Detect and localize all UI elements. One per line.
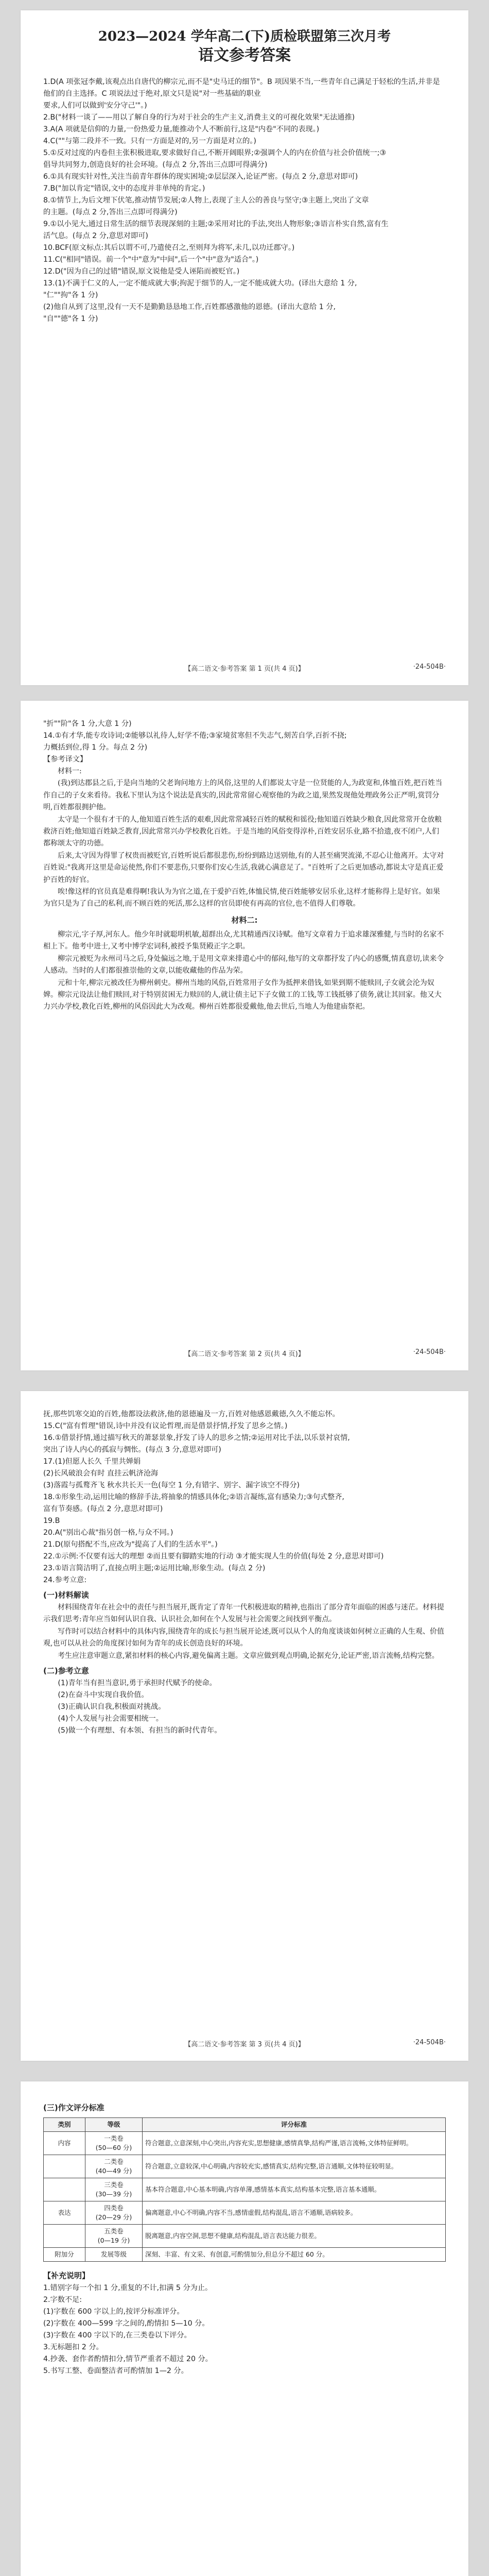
table-cell: 二类卷 (40—49 分) [85,2155,143,2178]
section-heading: (三)作文评分标准 [43,2103,104,2112]
table-cell: 偏离题意,中心不明确,内容不当,感情虚假,结构混乱,语言不通顺,语病较多。 [143,2201,446,2225]
table-cell: 五类卷 (0—19 分) [85,2225,143,2248]
text-line: 12.D("因为自己的过错"错误,原文说他是受人诬陷而被贬官。) [43,267,240,276]
text-line: 5.书写工整、卷面整洁者可酌情加 1—2 分。 [43,2367,188,2375]
translation-text-2 [43,929,446,1013]
paragraph: 元和十年,柳宗元被改任为柳州刺史。柳州当地的风俗,百姓常用子女作为抵押来借钱,如果到期不能赎回,子女就会沦为奴婢。柳宗元设法让他们赎回,对于特别贫困无力赎回的人,就让债主记下子女做工的工钱,等工钱抵够了债务,就让其回家。他又大力兴办学校,教化百姓,柳州的风俗因此大为改观。柳州百姓都很爱戴他,他去世后,当地人为他建庙祭祀。 [43,978,442,1011]
text-line: 5.①反对过度的内卷但主张积极进取,要求做好自己,不断开阔眼界;②强调个人的内在价值与社会价值统一;③ [43,149,387,157]
page-footer [43,1348,446,1358]
text-line: 24.参考立意: [43,1576,87,1584]
paragraph: 材料围绕青年在社会中的责任与担当展开,既肯定了青年一代积极进取的精神,也指出了部分青年面临的困惑与迷茫。材料提示我们思考:青年应当如何认识自我、认识社会,如何在个人发展与社会需要之间找到平衡点。 [43,1603,444,1624]
page-3 [21,1391,468,2061]
text-line: "折""阶"各 1 分,大意 1 分) [43,720,132,728]
paragraph: 后来,太守因为得罪了权贵而被贬官,百姓听说后都很悲伤,纷纷到路边送别他,有的人甚至痛哭流涕,不忍心让他离开。太守对百姓说:"我离开这里是命运使然,你们不要悲伤,只要你们安心生活,我就心满意足了。"百姓听了之后更加感动,都说太守是真正爱护百姓的好官。 [43,851,444,884]
table-header-cell: 类别 [44,2118,85,2132]
material-2-title: 材料二: [231,915,258,925]
text-line: (2)他自从到了这里,没有一天不是勤勤恳恳地工作,百姓都感激他的恩德。(译出大意给 1 分, [43,303,336,311]
page-footer [43,2039,446,2048]
answer-lines [43,1409,446,1586]
text-line: 2.B("材料一谈了——用以了解自身的行为对于社会的生产主义,消费主义的可视化效果"无法通推) [43,113,355,122]
text-line: 2.字数不足: [43,2296,82,2304]
text-line: 3.A(A 项就是信仰的力量,一份热爱力量,能推动个人不断前行,这是"内卷"不同的表现。) [43,125,320,133]
table-cell [44,2225,85,2248]
text-line: 要求,人们可以做到'安分守己'"。) [43,101,147,110]
table-cell [44,2178,85,2201]
table-header-cell: 等级 [85,2118,143,2132]
footer-code: ·24-504B· [413,663,446,671]
answer-lines [43,76,446,325]
text-line: 抚,那些饥寒交迫的百姓,他都设法救济,他的恩德遍及一方,百姓对他感恩戴德,久久不能忘怀。 [43,1410,340,1418]
text-line: (3)正确认识自我,积极面对挑战。 [58,1703,166,1711]
paragraph: (我)到达郡县之后,于是向当地的父老询问地方上的风俗,这里的人们都说太守是一位贤能的人,为政宽和,体恤百姓,把百姓当作自己的子女来看待。我私下里认为这个说法是真实的,因此常常留心观察他的为政之道,果然发现他处理政务公正严明,赏罚分明,百姓都很拥护他。 [43,779,443,812]
table-header-cell: 评分标准 [143,2118,446,2132]
text-line: 6.①具有现实针对性,关注当前青年群体的现实困境;②层层深入,论证严密。(每点 2 分,意思对即可) [43,173,358,181]
footer-code: ·24-504B· [413,2039,446,2046]
paragraph: 唉!像这样的官员真是难得啊!我认为为官之道,在于爱护百姓,体恤民情,使百姓能够安居乐业,这样才能称得上是好官。如果为官只是为了自己的私利,而不顾百姓的死活,那么这样的官员即使有再高的官位,也不值得人们尊敬。 [43,888,441,908]
table-cell: 附加分 [44,2248,85,2262]
text-line: 13.(1)不满于仁义的人,一定不能成就大事;拘泥于细节的人,一定不能成就大功。(译出大意给 1 分, [43,279,357,287]
text-line: "自""德"各 1 分) [43,315,98,323]
text-line: 11.C("相同"错误。前一个"中"意为"中间",后一个"中"意为"适合"。) [43,256,259,264]
text-line: 14.①有才华,能专攻诗词;②能够以礼待人,好学不倦;③家境贫寒但不失志气,刻苦自学,百折不挠; [43,732,347,740]
text-line: 4.抄袭、套作者酌情扣分,情节严重者不超过 20 分。 [43,2355,213,2363]
text-line: 15.C("富有哲理"错误,诗中并没有议论哲理,而是借景抒情,抒发了思乡之情。) [43,1422,288,1430]
text-line: (4)个人发展与社会需要相统一。 [58,1715,163,1723]
table-cell: 表达 [44,2201,85,2225]
table-cell [44,2155,85,2178]
table-row [44,2178,446,2201]
text-line: (1)青年当有担当意识,勇于承担时代赋予的使命。 [58,1679,217,1688]
paragraph: 材料一: [58,767,82,775]
section-heading: (二)参考立意 [43,1666,89,1676]
table-cell: 发展等级 [85,2248,143,2262]
table-cell: 一类卷 (50—60 分) [85,2132,143,2155]
text-line: (3)落霞与孤鹜齐飞 秋水共长天一色(每空 1 分,有错字、别字、漏字该空不得分) [43,1481,300,1489]
table-cell: 符合题意,立意深刻,中心突出,内容充实,思想健康,感情真挚,结构严谨,语言流畅,文体特征鲜明。 [143,2132,446,2155]
table-header-row [44,2118,446,2132]
text-line: 16.①借景抒情,通过描写秋天的萧瑟景象,抒发了诗人的思乡之情;②运用对比手法,以乐景衬哀情, [43,1434,350,1442]
text-line: 21.D(原句搭配不当,应改为"提高了人们的生活水平"。) [43,1540,218,1549]
translation-text [43,766,446,910]
table-cell: 基本符合题意,中心基本明确,内容单薄,感情基本真实,结构基本完整,语言基本通顺。 [143,2178,446,2201]
text-line: 19.B [43,1517,60,1525]
text-line: (3)字数在 400 字以下的,在三类卷以下评分。 [43,2331,191,2340]
section-heading: (一)材料解读 [43,1590,89,1600]
paragraph: 考生应注意审题立意,紧扣材料的核心内容,避免偏离主题。文章应做到观点明确,论据充分,论证严密,语言流畅,结构完整。 [58,1651,439,1660]
text-line: 10.BCF(原文标点:其后以谓不可,乃遣使召之,至则拜为将军,未几,以功迁郡守。) [43,244,295,252]
text-line: 18.①形象生动,运用比喻的修辞手法,将抽象的情感具体化;②语言凝练,富有感染力;③句式整齐, [43,1493,344,1501]
notes-list [43,2282,446,2377]
text-line: 活气息。(每点 2 分,意思对即可) [43,232,148,240]
text-line: 【参考译文】 [43,755,88,764]
table-row [44,2225,446,2248]
paragraph: 柳宗元被贬为永州司马之后,身处偏远之地,于是用文章来排遣心中的郁闷,他写的文章都抒发了内心的感慨,情真意切,读来令人感动。当时的人们都很推崇他的文章,以能收藏他的作品为荣。 [43,954,444,975]
text-line: (2)字数在 400—599 字之间的,酌情扣 5—10 分。 [43,2319,209,2328]
scoring-table [43,2117,446,2262]
page-4 [21,2081,468,2576]
answer-lines [43,718,446,766]
text-line: 8.①情节上,为后文埋下伏笔,推动情节发展;②人物上,表现了主人公的善良与坚守;③主题上,突出了文章 [43,196,369,205]
text-line: 1.D(A 项张冠李戴,该观点出自唐代的柳宗元,而不是"史马迁的细节"。B 项因果不当,一些青年自己满足于轻松的生活,并非是他们的自主选择。C 项说法过于绝对,原文只是说"对一些基础的职业 [43,78,440,98]
text-line: 3.无标题扣 2 分。 [43,2343,103,2351]
paragraph: 写作时可以结合材料中的具体内容,围绕青年的成长与担当展开论述,既可以从个人的角度谈谈如何树立正确的人生观、价值观,也可以从社会的角度探讨如何为青年的成长创造良好的环境。 [43,1627,444,1648]
text-line: 4.C(""与第二段并不一致。只有一方面是对的,另一方面是对立的。) [43,137,256,145]
footer-code: ·24-504B· [413,1348,446,1356]
text-line: (2)在奋斗中实现自我价值。 [58,1691,149,1700]
text-line: (1)字数在 600 字以上的,按评分标准评分。 [43,2308,184,2316]
page-2 [21,701,468,1370]
table-cell: 三类卷 (30—39 分) [85,2178,143,2201]
paragraph: 柳宗元,字子厚,河东人。他少年时就聪明机敏,超群出众,尤其精通西汉诗赋。他写文章着力于追求雄深雅健,与当时的名家不相上下。他考中进士,又考中博学宏词科,被授予集贤殿正字之职。 [43,930,444,951]
table-cell: 内容 [44,2132,85,2155]
text-line: (2)长风破浪会有时 直挂云帆济沧海 [43,1469,159,1478]
table-cell: 深刻、丰富、有文采、有创意,可酌情加分,但总分不超过 60 分。 [143,2248,446,2262]
text-line: 7.B("加以肯定"错误,文中的态度并非单纯的肯定。) [43,184,205,193]
idea-list [43,1677,446,1737]
exam-title: 2023—2024 学年高二(下)质检联盟第三次月考 [98,29,391,44]
footer-page-label: 【高二语文·参考答案 第 2 页(共 4 页)】 [184,1350,305,1358]
text-line: 1.错别字每一个扣 1 分,重复的不计,扣满 5 分为止。 [43,2284,213,2292]
text-line: 20.A("别出心裁"指另创一格,与众不同。) [43,1529,173,1537]
table-cell: 符合题意,立意较深,中心明确,内容较充实,感情真实,结构完整,语言通顺,文体特征较明显。 [143,2155,446,2178]
text-line: "仁""拘"各 1 分) [43,291,98,299]
page-footer [43,663,446,673]
text-line: 倡导共同努力,创造良好的社会环境。(每点 2 分,答出三点即可得满分) [43,161,268,169]
table-row [44,2248,446,2262]
text-line: 力概括到位,得 1 分。每点 2 分) [43,743,148,752]
page-1 [21,10,468,685]
notes-title: 【补充说明】 [43,2271,90,2280]
material-analysis [43,1602,446,1662]
text-line: (5)做一个有理想、有本领、有担当的新时代青年。 [58,1726,222,1735]
table-cell: 脱离题意,内容空洞,思想不健康,结构混乱,语言表达能力很差。 [143,2225,446,2248]
text-line: 22.①示例:不仅要有远大的理想 ②而且要有脚踏实地的行动 ③才能实现人生的价值(每处 2 分,意思对即可) [43,1552,384,1561]
table-row [44,2201,446,2225]
paragraph: 太守是一个很有才干的人,他知道百姓生活的艰难,因此常常减轻百姓的赋税和徭役;他知道百姓缺少粮食,因此常常开仓放粮救济百姓;他知道百姓缺乏教育,因此常常兴办学校教化百姓。于是当地的风俗变得淳朴,百姓安居乐业,路不拾遗,夜不闭户,人们都称颂太守的功德。 [43,815,442,848]
table-row [44,2155,446,2178]
table-row [44,2132,446,2155]
text-line: 突出了诗人内心的孤寂与惆怅。(每点 3 分,意思对即可) [43,1446,221,1454]
text-line: 17.(1)但愿人长久 千里共婵娟 [43,1458,141,1466]
text-line: 9.①以小见大,通过日常生活的细节表现深刻的主题;②采用对比的手法,突出人物形象;③语言朴实自然,富有生 [43,220,389,228]
footer-page-label: 【高二语文·参考答案 第 1 页(共 4 页)】 [184,665,305,673]
answer-key-title: 语文参考答案 [198,46,291,64]
table-cell: 四类卷 (20—29 分) [85,2201,143,2225]
text-line: 23.①语言简洁明了,直接点明主题;②运用比喻,形象生动。(每点 2 分) [43,1564,266,1572]
text-line: 富有节奏感。(每点 2 分,意思对即可) [43,1505,163,1513]
text-line: 的主题。(每点 2 分,答出三点即可得满分) [43,208,178,216]
footer-page-label: 【高二语文·参考答案 第 3 页(共 4 页)】 [184,2041,305,2048]
